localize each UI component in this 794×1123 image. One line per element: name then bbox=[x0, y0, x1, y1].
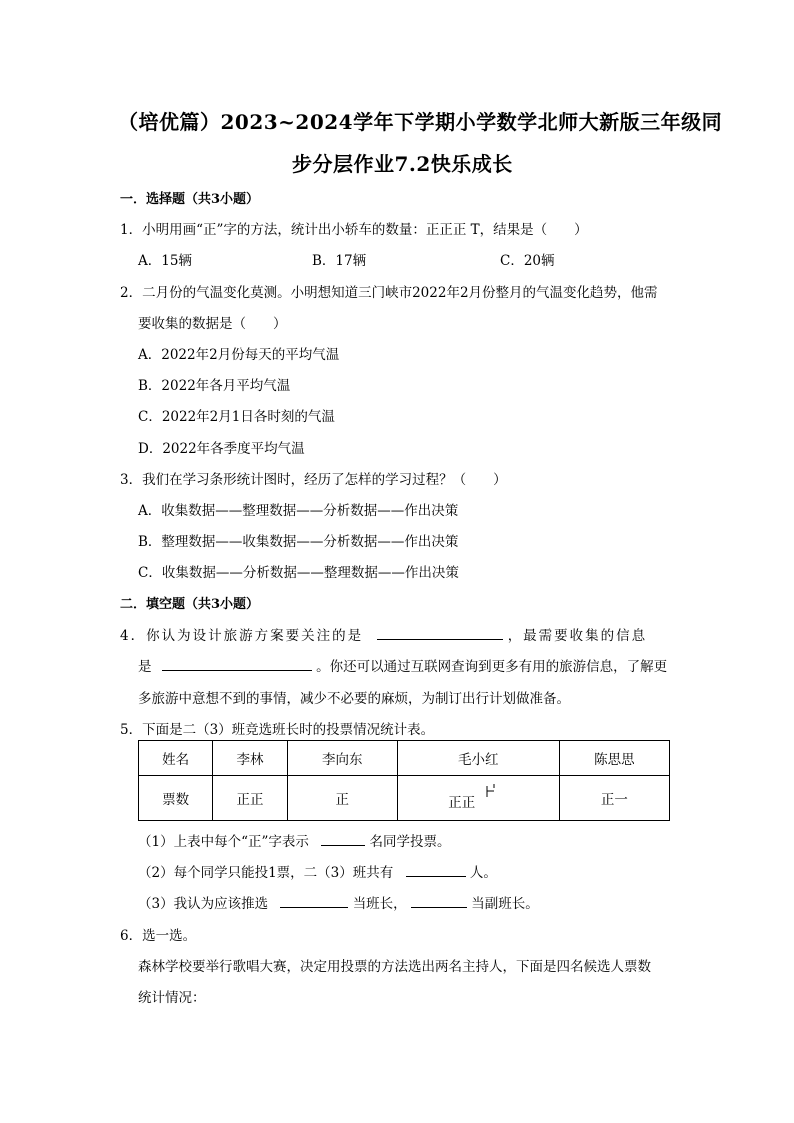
q5-sub1 bbox=[138, 830, 451, 850]
q2-option-b: B．2022年各月平均气温 bbox=[138, 378, 291, 394]
table-row bbox=[139, 776, 670, 821]
section1-heading: 一．选择题（共3小题） bbox=[120, 192, 260, 207]
q3-option-c: C．收集数据——分析数据——整理数据——作出决策 bbox=[138, 565, 459, 581]
table-cell: 正 bbox=[287, 776, 397, 821]
q5-sub2 bbox=[138, 861, 497, 881]
q3-text: 3．我们在学习条形统计图时，经历了怎样的学习过程？（ ） bbox=[120, 472, 507, 488]
q3-option-a: A．收集数据——整理数据——分析数据——作出决策 bbox=[138, 503, 459, 519]
q4-line2-text-b: 。你还可以通过互联网查询到更多有用的旅游信息，了解更 bbox=[316, 659, 668, 675]
q5-answer-blank-4[interactable] bbox=[411, 893, 467, 908]
table-cell: 正一 bbox=[559, 776, 669, 821]
q4-answer-blank-1[interactable] bbox=[377, 625, 503, 640]
q5-sub1-text-a: （1）上表中每个“正”字表示 bbox=[138, 834, 309, 850]
q4-line2 bbox=[138, 655, 667, 675]
q5-sub3-text-b: 当班长， bbox=[352, 896, 407, 912]
table-cell-tally bbox=[397, 776, 559, 821]
table-header-cell: 李向东 bbox=[287, 741, 397, 776]
q2-line1: 2．二月份的气温变化莫测。小明想知道三门峡市2022年2月份整月的气温变化趋势，他需 bbox=[120, 285, 658, 301]
q4-answer-blank-2[interactable] bbox=[162, 656, 312, 671]
q2-option-d: D．2022年各季度平均气温 bbox=[138, 441, 305, 457]
q5-answer-blank-2[interactable] bbox=[406, 862, 466, 877]
tally-text: 正正 bbox=[448, 795, 476, 811]
q5-sub3-text-a: （3）我认为应该推选 bbox=[138, 896, 269, 912]
q6-heading: 6．选一选。 bbox=[120, 928, 197, 944]
q5-answer-blank-1[interactable] bbox=[321, 831, 365, 846]
table-header-cell: 姓名 bbox=[139, 741, 213, 776]
q1-option-a: A．15辆 bbox=[138, 253, 192, 269]
table-cell: 正正 bbox=[213, 776, 287, 821]
q4-line2-text-a: 是 bbox=[138, 659, 152, 675]
tally-mark-group bbox=[448, 781, 508, 811]
q2-option-a: A．2022年2月份每天的平均气温 bbox=[138, 347, 340, 363]
q4-line1 bbox=[120, 624, 647, 644]
q2-option-c: C．2022年2月1日各时刻的气温 bbox=[138, 409, 335, 425]
doc-title-line1: （培优篇）2023~2024学年下学期小学数学北师大新版三年级同 bbox=[118, 110, 723, 134]
q5-sub2-text-b: 人。 bbox=[469, 865, 497, 881]
vote-table bbox=[138, 740, 670, 821]
table-header-cell: 陈思思 bbox=[559, 741, 669, 776]
q4-line3: 多旅游中意想不到的事情，减少不必要的麻烦，为制订出行计划做准备。 bbox=[138, 691, 570, 707]
q6-line2: 统计情况： bbox=[138, 990, 206, 1006]
table-header-row bbox=[139, 741, 670, 776]
q1-text: 1．小明用画“正”字的方法，统计出小轿车的数量：正正正 T，结果是（ ） bbox=[120, 222, 588, 238]
q5-sub3-text-c: 当副班长。 bbox=[471, 896, 539, 912]
q4-line1-text-b: ，最需要收集的信息 bbox=[507, 628, 648, 644]
q5-intro: 5．下面是二（3）班竞选班长时的投票情况统计表。 bbox=[120, 722, 435, 738]
q3-option-b: B．整理数据——收集数据——分析数据——作出决策 bbox=[138, 534, 459, 550]
q5-answer-blank-3[interactable] bbox=[280, 893, 348, 908]
table-header-cell: 李林 bbox=[213, 741, 287, 776]
q1-option-c: C．20辆 bbox=[500, 253, 555, 269]
partial-zheng-stroke-icon bbox=[482, 783, 498, 799]
table-cell: 票数 bbox=[139, 776, 213, 821]
section2-heading: 二．填空题（共3小题） bbox=[120, 597, 260, 612]
q5-sub2-text-a: （2）每个同学只能投1票，二（3）班共有 bbox=[138, 865, 394, 881]
q5-sub1-text-b: 名同学投票。 bbox=[369, 834, 451, 850]
table-header-cell: 毛小红 bbox=[397, 741, 559, 776]
q1-option-b: B．17辆 bbox=[312, 253, 367, 269]
q4-line1-text-a: 4．你认为设计旅游方案要关注的是 bbox=[120, 628, 364, 644]
q5-sub3 bbox=[138, 892, 539, 912]
q6-line1: 森林学校要举行歌唱大赛，决定用投票的方法选出两名主持人，下面是四名候选人票数 bbox=[138, 959, 651, 975]
doc-title-line2: 步分层作业7.2快乐成长 bbox=[292, 152, 513, 176]
q2-line2: 要收集的数据是（ ） bbox=[138, 316, 287, 332]
